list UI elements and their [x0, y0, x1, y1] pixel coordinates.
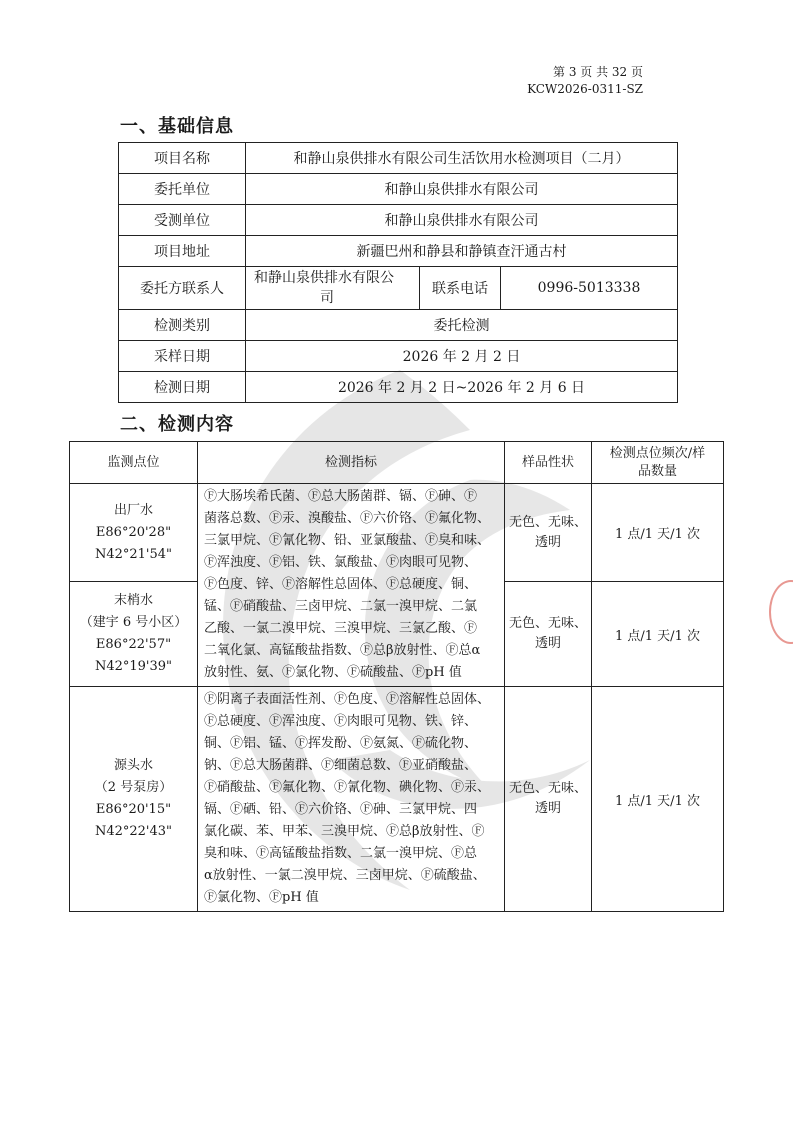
indicator-line: Ⓕ阴离子表面活性剂、Ⓕ色度、Ⓕ溶解性总固体、	[204, 692, 491, 707]
page-header	[527, 64, 643, 98]
indicator-line: 二氧化氯、高锰酸盐指数、Ⓕ总β放射性、Ⓕ总α	[204, 643, 481, 658]
sample-3-line-1: 无色、无味、	[508, 781, 587, 796]
point-1-lon: E86°20'28"	[95, 524, 172, 540]
sample-2-line-1: 无色、无味、	[508, 616, 587, 632]
section1-title: 一、基础信息	[120, 116, 234, 137]
point-3-lon: E86°20'15"	[95, 802, 172, 817]
col-header-frequency-line-1: 检测点位频次/样	[609, 445, 706, 461]
indicator-line: Ⓕ色度、锌、Ⓕ溶解性总固体、Ⓕ总硬度、铜、	[204, 577, 478, 592]
point-2-lat: N42°19'39"	[94, 659, 173, 675]
section2-title: 二、检测内容	[120, 414, 234, 435]
phone-label: 联系电话	[420, 267, 501, 310]
point-1-lat: N42°21'54"	[94, 546, 173, 562]
sampling-date-value: 2026 年 2 月 2 日	[246, 341, 678, 372]
contact-line-2: 司	[320, 290, 334, 306]
project-name-label: 项目名称	[119, 143, 246, 174]
basic-info-table	[118, 142, 678, 403]
col-header-indicators: 检测指标	[198, 442, 505, 484]
test-date-label: 检测日期	[119, 372, 246, 403]
contact-value	[246, 267, 420, 310]
sample-cell-1	[505, 484, 592, 582]
indicator-line: 放射性、氨、Ⓕ氯化物、Ⓕ硫酸盐、ⒻpH 值	[204, 665, 462, 680]
sample-cell-2	[505, 582, 592, 687]
frequency-cell-3: 1 点/1 天/1 次	[592, 687, 724, 912]
indicator-line: Ⓕ浑浊度、Ⓕ铝、铁、氯酸盐、Ⓕ肉眼可见物、	[204, 555, 478, 570]
point-2-lon: E86°22'57"	[95, 637, 172, 653]
sample-1-line-2: 透明	[534, 534, 561, 550]
inspected-value: 和静山泉供排水有限公司	[246, 205, 678, 236]
sample-3-line-2: 透明	[534, 801, 561, 816]
indicator-line: 铜、Ⓕ铝、锰、Ⓕ挥发酚、Ⓕ氨氮、Ⓕ硫化物、	[204, 736, 478, 751]
indicator-line: Ⓕ硝酸盐、Ⓕ氟化物、Ⓕ氰化物、碘化物、Ⓕ汞、	[204, 780, 491, 795]
page-number: 第 3 页 共 32 页	[553, 65, 643, 79]
contact-label: 委托方联系人	[119, 267, 246, 310]
point-cell-1	[70, 484, 198, 582]
seal-stamp-edge	[769, 580, 793, 644]
indicator-line: 臭和味、Ⓕ高锰酸盐指数、二氯一溴甲烷、Ⓕ总	[204, 846, 478, 861]
indicator-line: 乙酸、一氯二溴甲烷、三溴甲烷、三氯乙酸、Ⓕ	[204, 621, 478, 636]
indicator-line: 锰、Ⓕ硝酸盐、三卤甲烷、二氯一溴甲烷、二氯	[204, 599, 478, 614]
col-header-sample: 样品性状	[505, 442, 592, 484]
report-number: KCW2026-0311-SZ	[527, 82, 643, 96]
indicators-cell-a	[198, 484, 505, 687]
point-3-sub: （2 号泵房）	[94, 780, 173, 795]
col-header-point: 监测点位	[70, 442, 198, 484]
point-3-name: 源头水	[113, 758, 153, 773]
indicator-line: Ⓕ氯化物、ⒻpH 值	[204, 890, 319, 905]
address-label: 项目地址	[119, 236, 246, 267]
indicator-line: α放射性、一氯二溴甲烷、三卤甲烷、Ⓕ硫酸盐、	[204, 868, 486, 883]
col-header-frequency-line-2: 品数量	[637, 463, 677, 479]
point-cell-3	[70, 687, 198, 912]
indicator-line: Ⓕ总硬度、Ⓕ浑浊度、Ⓕ肉眼可见物、铁、锌、	[204, 714, 478, 729]
indicator-line: 三氯甲烷、Ⓕ氰化物、铅、亚氯酸盐、Ⓕ臭和味、	[204, 533, 491, 548]
sample-2-line-2: 透明	[534, 636, 561, 652]
indicator-line: 氯化碳、苯、甲苯、三溴甲烷、Ⓕ总β放射性、Ⓕ	[204, 824, 485, 839]
point-1-name: 出厂水	[113, 502, 153, 518]
sample-1-line-1: 无色、无味、	[508, 514, 587, 530]
address-value: 新疆巴州和静县和静镇查汗通古村	[246, 236, 678, 267]
indicator-line: 镉、Ⓕ硒、铅、Ⓕ六价铬、Ⓕ砷、三氯甲烷、四	[204, 802, 478, 817]
point-2-name: 末梢水	[113, 593, 153, 609]
point-cell-2	[70, 582, 198, 687]
frequency-cell-1: 1 点/1 天/1 次	[592, 484, 724, 582]
inspected-label: 受测单位	[119, 205, 246, 236]
category-label: 检测类别	[119, 310, 246, 341]
detection-content-table	[69, 441, 724, 912]
client-label: 委托单位	[119, 174, 246, 205]
indicators-cell-b	[198, 687, 505, 912]
phone-value: 0996-5013338	[501, 267, 678, 310]
client-value: 和静山泉供排水有限公司	[246, 174, 678, 205]
test-date-value: 2026 年 2 月 2 日~2026 年 2 月 6 日	[246, 372, 678, 403]
sampling-date-label: 采样日期	[119, 341, 246, 372]
indicator-line: Ⓕ大肠埃希氏菌、Ⓕ总大肠菌群、镉、Ⓕ砷、Ⓕ	[204, 489, 478, 504]
point-3-lat: N42°22'43"	[94, 824, 173, 839]
contact-line-1: 和静山泉供排水有限公	[254, 270, 394, 286]
sample-cell-3	[505, 687, 592, 912]
frequency-cell-2: 1 点/1 天/1 次	[592, 582, 724, 687]
category-value: 委托检测	[246, 310, 678, 341]
col-header-frequency	[592, 442, 724, 484]
point-2-sub: （建宇 6 号小区）	[79, 615, 188, 631]
indicator-line: 菌落总数、Ⓕ汞、溴酸盐、Ⓕ六价铬、Ⓕ氟化物、	[204, 511, 491, 526]
project-name-value: 和静山泉供排水有限公司生活饮用水检测项目（二月）	[246, 143, 678, 174]
indicator-line: 钠、Ⓕ总大肠菌群、Ⓕ细菌总数、Ⓕ亚硝酸盐、	[204, 758, 478, 773]
